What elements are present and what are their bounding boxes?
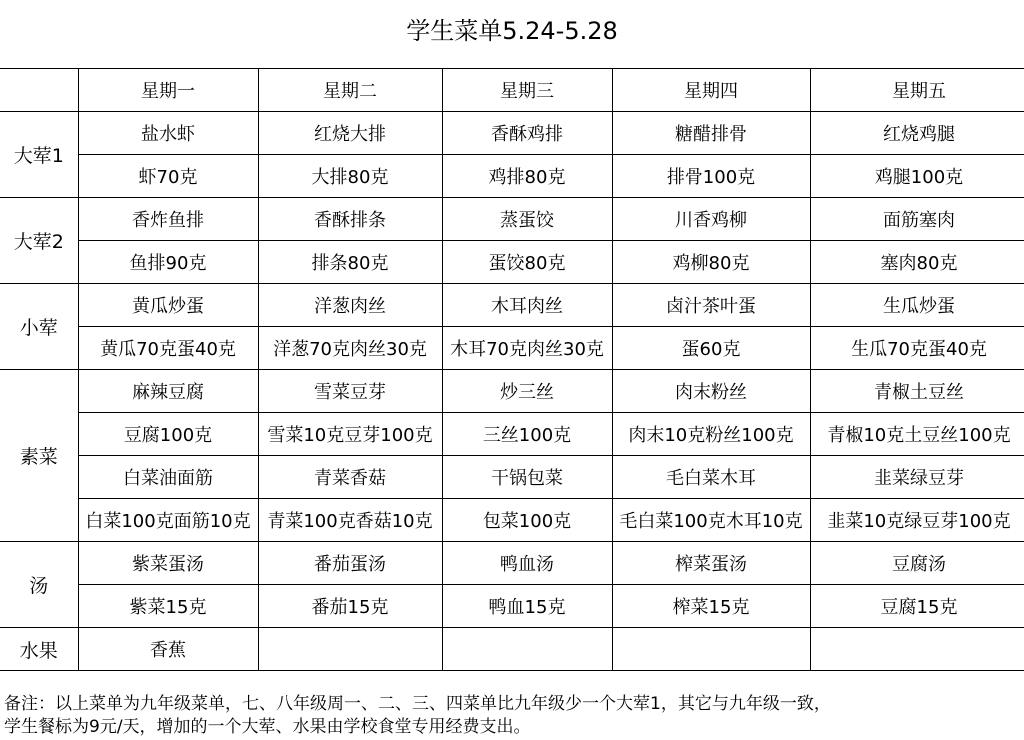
table-row — [0, 499, 1024, 542]
quantity-cell: 包菜100克 — [442, 499, 612, 542]
dish-cell — [810, 628, 1024, 671]
quantity-cell: 木耳70克肉丝30克 — [442, 327, 612, 370]
day-header: 星期三 — [442, 69, 612, 112]
footnote-line: 备注：以上菜单为九年级菜单，七、八年级周一、二、三、四菜单比九年级少一个大荤1，其它与九年级一致， — [4, 694, 831, 714]
category-label-veg: 素菜 — [0, 370, 78, 542]
table-row — [0, 327, 1024, 370]
dish-cell: 青菜香菇 — [258, 456, 442, 499]
dish-cell — [442, 628, 612, 671]
quantity-cell: 榨菜15克 — [612, 585, 810, 628]
quantity-cell: 鸡柳80克 — [612, 241, 810, 284]
table-row — [0, 112, 1024, 155]
dish-cell: 卤汁茶叶蛋 — [612, 284, 810, 327]
quantity-cell: 三丝100克 — [442, 413, 612, 456]
dish-cell: 干锅包菜 — [442, 456, 612, 499]
quantity-cell: 生瓜70克蛋40克 — [810, 327, 1024, 370]
day-header: 星期一 — [78, 69, 258, 112]
category-label-main1: 大荤1 — [0, 112, 78, 198]
dish-cell: 韭菜绿豆芽 — [810, 456, 1024, 499]
quantity-cell: 毛白菜100克木耳10克 — [612, 499, 810, 542]
table-row — [0, 155, 1024, 198]
category-label-main2: 大荤2 — [0, 198, 78, 284]
table-row — [0, 284, 1024, 327]
dish-cell: 麻辣豆腐 — [78, 370, 258, 413]
table-row — [0, 198, 1024, 241]
dish-cell: 蒸蛋饺 — [442, 198, 612, 241]
quantity-cell: 黄瓜70克蛋40克 — [78, 327, 258, 370]
quantity-cell: 韭菜10克绿豆芽100克 — [810, 499, 1024, 542]
footnote — [4, 693, 1020, 739]
dish-cell: 紫菜蛋汤 — [78, 542, 258, 585]
table-row — [0, 628, 1024, 671]
quantity-cell: 青菜100克香菇10克 — [258, 499, 442, 542]
table-row — [0, 456, 1024, 499]
dish-cell: 面筋塞肉 — [810, 198, 1024, 241]
dish-cell: 红烧鸡腿 — [810, 112, 1024, 155]
menu-table — [0, 68, 1024, 671]
header-row — [0, 69, 1024, 112]
dish-cell: 洋葱肉丝 — [258, 284, 442, 327]
quantity-cell: 紫菜15克 — [78, 585, 258, 628]
quantity-cell: 鸭血15克 — [442, 585, 612, 628]
dish-cell: 榨菜蛋汤 — [612, 542, 810, 585]
quantity-cell: 豆腐100克 — [78, 413, 258, 456]
quantity-cell: 排条80克 — [258, 241, 442, 284]
quantity-cell: 番茄15克 — [258, 585, 442, 628]
category-label-small: 小荤 — [0, 284, 78, 370]
dish-cell: 鸭血汤 — [442, 542, 612, 585]
quantity-cell: 蛋60克 — [612, 327, 810, 370]
quantity-cell: 豆腐15克 — [810, 585, 1024, 628]
dish-cell: 川香鸡柳 — [612, 198, 810, 241]
quantity-cell: 鱼排90克 — [78, 241, 258, 284]
quantity-cell: 排骨100克 — [612, 155, 810, 198]
quantity-cell: 青椒10克土豆丝100克 — [810, 413, 1024, 456]
corner-cell — [0, 69, 78, 112]
dish-cell: 香炸鱼排 — [78, 198, 258, 241]
dish-cell: 炒三丝 — [442, 370, 612, 413]
table-row — [0, 241, 1024, 284]
table-row — [0, 413, 1024, 456]
dish-cell: 香蕉 — [78, 628, 258, 671]
dish-cell: 香酥鸡排 — [442, 112, 612, 155]
table-row — [0, 542, 1024, 585]
quantity-cell: 鸡排80克 — [442, 155, 612, 198]
dish-cell: 豆腐汤 — [810, 542, 1024, 585]
quantity-cell: 白菜100克面筋10克 — [78, 499, 258, 542]
quantity-cell: 蛋饺80克 — [442, 241, 612, 284]
day-header: 星期二 — [258, 69, 442, 112]
table-row — [0, 370, 1024, 413]
dish-cell: 生瓜炒蛋 — [810, 284, 1024, 327]
page-title: 学生菜单5.24-5.28 — [406, 17, 618, 45]
day-header: 星期五 — [810, 69, 1024, 112]
dish-cell: 肉末粉丝 — [612, 370, 810, 413]
quantity-cell: 虾70克 — [78, 155, 258, 198]
dish-cell: 盐水虾 — [78, 112, 258, 155]
category-label-soup: 汤 — [0, 542, 78, 628]
dish-cell: 糖醋排骨 — [612, 112, 810, 155]
dish-cell: 青椒土豆丝 — [810, 370, 1024, 413]
quantity-cell: 大排80克 — [258, 155, 442, 198]
table-row — [0, 585, 1024, 628]
quantity-cell: 塞肉80克 — [810, 241, 1024, 284]
dish-cell: 黄瓜炒蛋 — [78, 284, 258, 327]
dish-cell: 木耳肉丝 — [442, 284, 612, 327]
quantity-cell: 雪菜10克豆芽100克 — [258, 413, 442, 456]
dish-cell: 雪菜豆芽 — [258, 370, 442, 413]
footnote-line: 学生餐标为9元/天，增加的一个大荤、水果由学校食堂专用经费支出。 — [4, 717, 531, 737]
dish-cell — [612, 628, 810, 671]
quantity-cell: 洋葱70克肉丝30克 — [258, 327, 442, 370]
dish-cell: 毛白菜木耳 — [612, 456, 810, 499]
dish-cell: 白菜油面筋 — [78, 456, 258, 499]
dish-cell — [258, 628, 442, 671]
quantity-cell: 肉末10克粉丝100克 — [612, 413, 810, 456]
dish-cell: 香酥排条 — [258, 198, 442, 241]
category-label-fruit: 水果 — [0, 628, 78, 671]
quantity-cell: 鸡腿100克 — [810, 155, 1024, 198]
dish-cell: 番茄蛋汤 — [258, 542, 442, 585]
dish-cell: 红烧大排 — [258, 112, 442, 155]
day-header: 星期四 — [612, 69, 810, 112]
